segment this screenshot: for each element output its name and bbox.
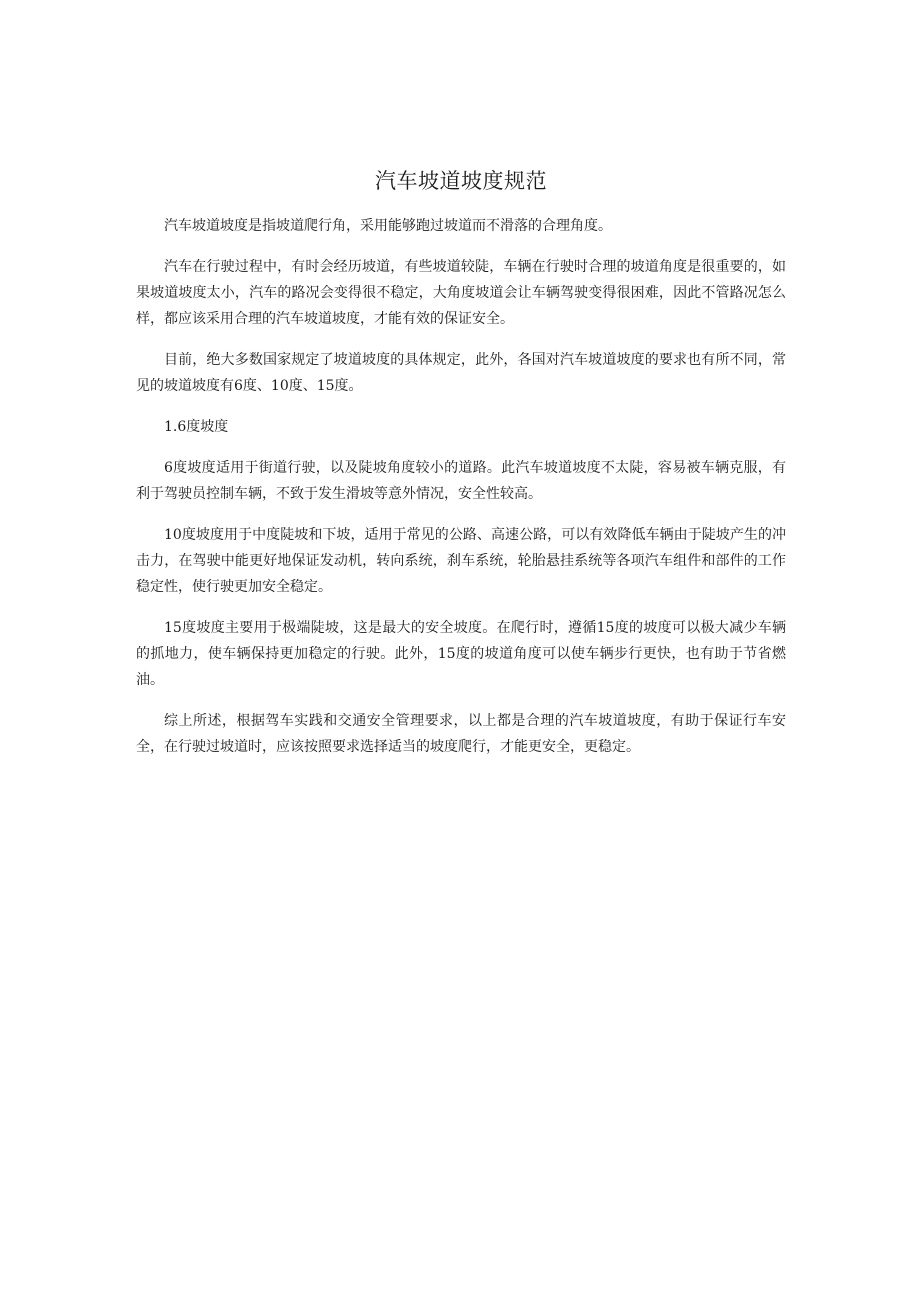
paragraph-importance: 汽车在行驶过程中，有时会经历坡道，有些坡道较陡，车辆在行驶时合理的坡道角度是很重要的，如果坡道坡度太小，汽车的路况会变得很不稳定，大角度坡道会让车辆驾驶变得很困难，因此不管路况怎么样，都应该采用合理的汽车坡道坡度，才能有效的保证安全。 (136, 259, 786, 327)
paragraph-common-slopes: 目前，绝大多数国家规定了坡道坡度的具体规定，此外，各国对汽车坡道坡度的要求也有所不同，常见的坡道坡度有6度、10度、15度。 (136, 352, 786, 394)
paragraph-15-degree: 15度坡度主要用于极端陡坡，这是最大的安全坡度。在爬行时，遵循15度的坡度可以极大减少车辆的抓地力，使车辆保持更加稳定的行驶。此外，15度的坡道角度可以使车辆步行更快，也有助于节省燃油。 (136, 620, 786, 688)
section-heading-6-degree: 1.6度坡度 (164, 419, 229, 435)
document-body (136, 166, 786, 775)
paragraph-conclusion: 综上所述，根据驾车实践和交通安全管理要求，以上都是合理的汽车坡道坡度，有助于保证行车安全，在行驶过坡道时，应该按照要求选择适当的坡度爬行，才能更安全，更稳定。 (136, 713, 786, 755)
paragraph-10-degree: 10度坡度用于中度陡坡和下坡，适用于常见的公路、高速公路，可以有效降低车辆由于陡坡产生的冲击力，在驾驶中能更好地保证发动机，转向系统，刹车系统，轮胎悬挂系统等各项汽车组件和部件的工作稳定性，使行驶更加安全稳定。 (136, 527, 786, 595)
document-title: 汽车坡道坡度规范 (375, 169, 547, 193)
paragraph-definition: 汽车坡道坡度是指坡道爬行角，采用能够跑过坡道而不滑落的合理角度。 (164, 218, 612, 234)
paragraph-6-degree: 6度坡度适用于街道行驶，以及陡坡角度较小的道路。此汽车坡道坡度不太陡，容易被车辆克服，有利于驾驶员控制车辆，不致于发生滑坡等意外情况，安全性较高。 (136, 460, 786, 502)
